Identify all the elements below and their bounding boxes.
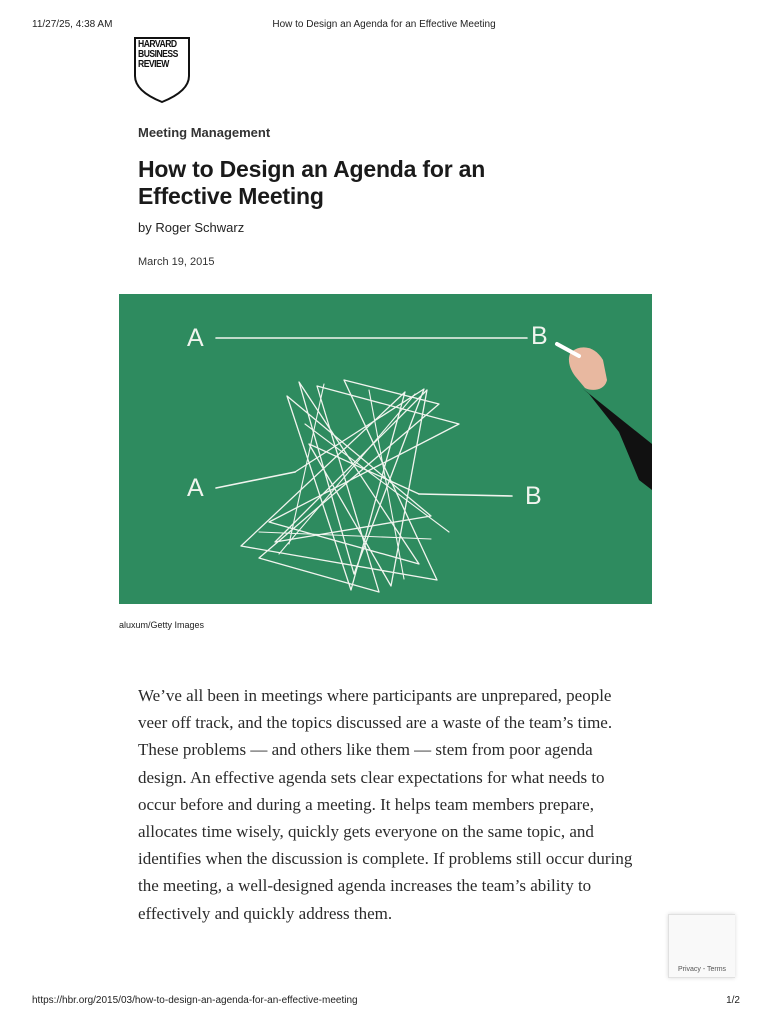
article-byline: by Roger Schwarz (138, 220, 245, 235)
print-page-title: How to Design an Agenda for an Effective Meeting (272, 19, 496, 30)
label-bottom-b: B (525, 482, 542, 510)
print-datetime: 11/27/25, 4:38 AM (32, 19, 113, 30)
image-credit: aluxum/Getty Images (119, 620, 205, 630)
topic-link[interactable]: Meeting Management (138, 125, 271, 140)
label-bottom-a: A (187, 474, 204, 502)
hbr-logo[interactable] (133, 36, 191, 104)
link-separator: - (700, 966, 707, 973)
label-top-b: B (531, 322, 548, 350)
logo-line-3: REVIEW (138, 59, 169, 70)
label-top-a: A (187, 324, 204, 352)
print-url: https://hbr.org/2015/03/how-to-design-an-agenda-for-an-effective-meeting (32, 995, 358, 1006)
recaptcha-links (669, 966, 735, 973)
logo-line-1: HARVARD (138, 39, 177, 50)
chalkboard-illustration (119, 294, 652, 604)
privacy-link[interactable]: Privacy (677, 966, 701, 973)
recaptcha-badge[interactable] (668, 914, 735, 978)
logo-line-2: BUSINESS (138, 49, 178, 60)
article-title: How to Design an Agenda for an Effective Meeting (138, 156, 486, 209)
article-paragraph: We’ve all been in meetings where participants are unprepared, people veer off track, and the topics discussed are a waste of the team’s time. These problems — and others like them — stem from poor agenda design. An effective agenda sets clear expectations for what needs to occur before and during a meeting. It helps team members prepare, allocates time wisely, quickly gets everyone on the same topic, and identifies when the discussion is complete. If problems still occur during the meeting, a well-designed agenda increases the team’s ability to effectively and quickly address them. (138, 686, 633, 923)
logo-wordmark (138, 40, 188, 70)
terms-link[interactable]: Terms (707, 966, 727, 973)
hero-image (119, 294, 652, 604)
print-page-number: 1/2 (726, 995, 740, 1006)
article-date: March 19, 2015 (138, 256, 215, 268)
